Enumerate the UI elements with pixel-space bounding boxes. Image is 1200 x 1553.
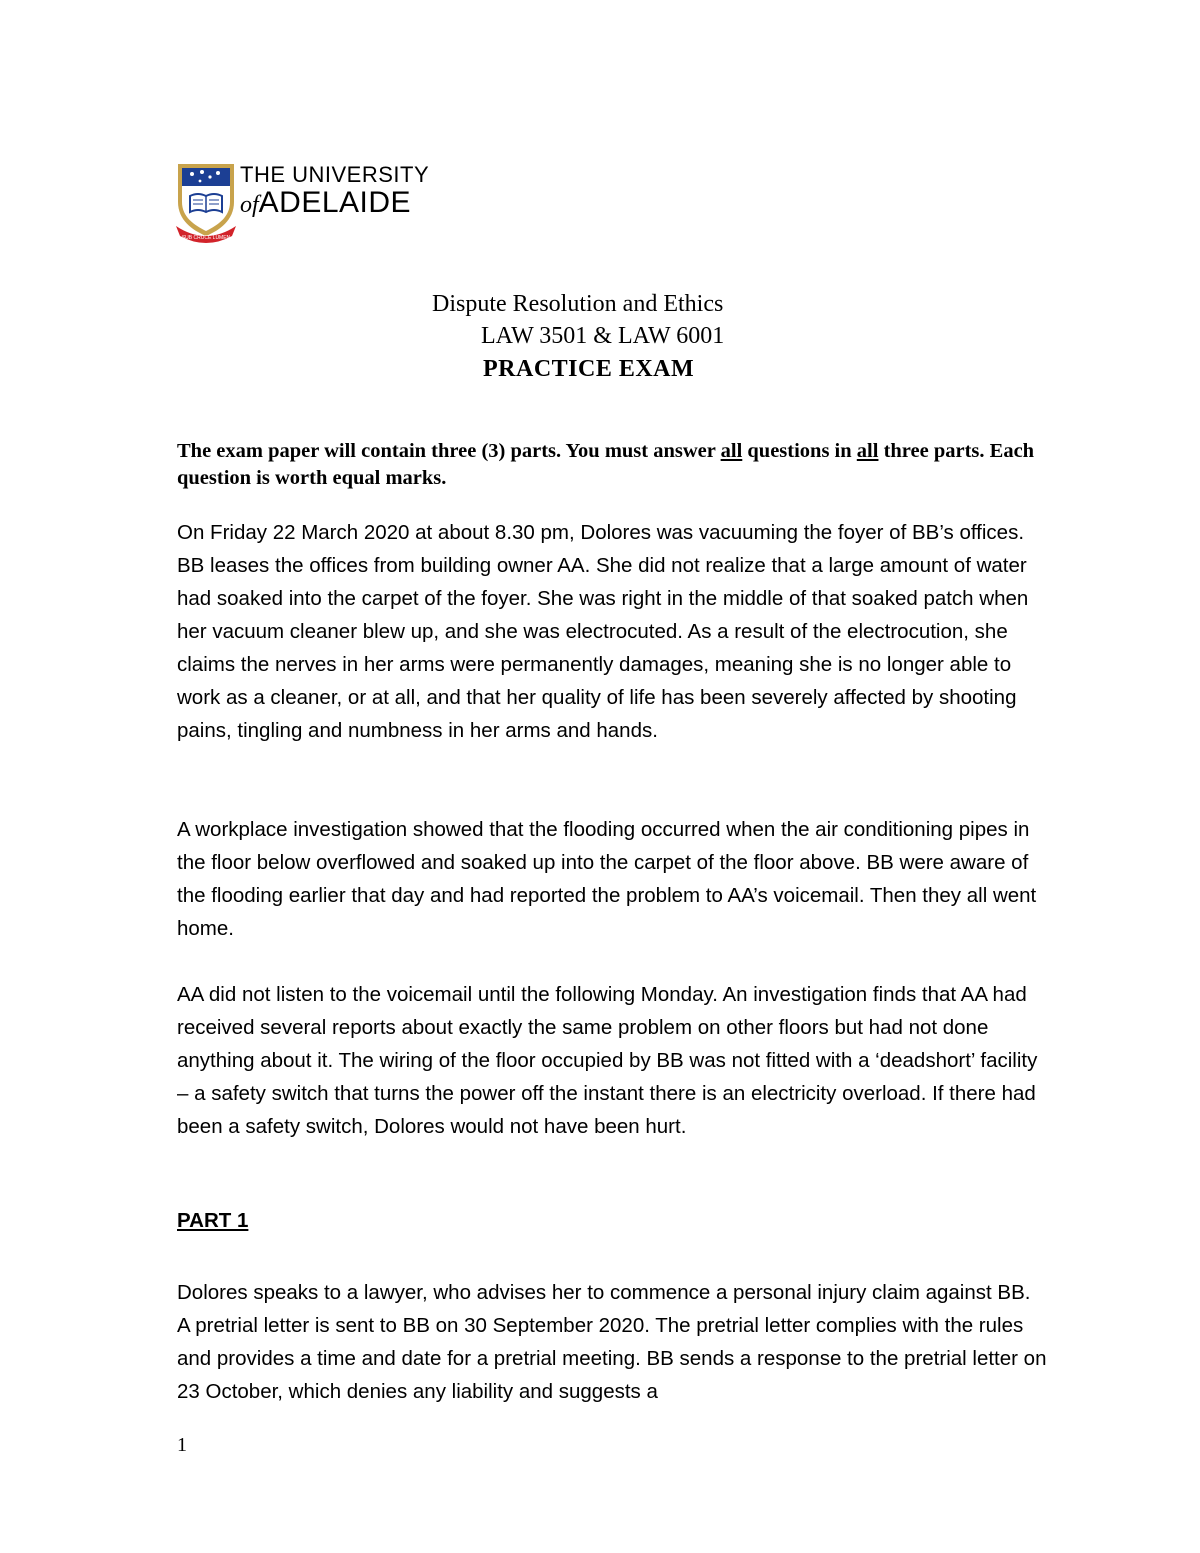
- instructions-text-b: questions in: [742, 440, 857, 462]
- course-title: Dispute Resolution and Ethics: [432, 291, 724, 317]
- part-1-paragraph: Dolores speaks to a lawyer, who advises her to commence a personal injury claim against BB. A pretrial letter is sent to BB on 30 September 2020. The pretrial letter complies with the rules and provides a time and date for a pretrial meeting. BB sends a response to the pretrial letter on 23 October, which denies any liability and suggests a: [177, 1281, 1047, 1403]
- page-number: 1: [177, 1434, 187, 1456]
- exam-instructions: [177, 438, 1037, 492]
- instructions-all-2: all: [856, 440, 879, 462]
- part-1-heading: PART 1: [177, 1209, 249, 1232]
- scenario-paragraph-1: On Friday 22 March 2020 at about 8.30 pm, Dolores was vacuuming the foyer of BB’s offices. BB leases the offices from building owner AA. She did not realize that a large amount of water had soaked into the carpet of the foyer. She was right in the middle of that soaked patch when her vacuum cleaner blew up, and she was electrocuted. As a result of the electrocution, she claims the nerves in her arms were permanently damages, meaning she is no longer able to work as a cleaner, or at all, and that her quality of life has been severely affected by shooting pains, tingling and numbness in her arms and hands.: [177, 521, 1029, 742]
- course-codes: LAW 3501 & LAW 6001: [481, 323, 725, 349]
- scenario-paragraph-3: AA did not listen to the voicemail until the following Monday. An investigation finds that AA had received several reports about exactly the same problem on other floors but had not done anything about it. The wiring of the floor occupied by BB was not fitted with a ‘deadshort’ facility – a safety switch that turns the power off the instant there is an electricity overload. If there had been a safety switch, Dolores would not have been hurt.: [177, 983, 1038, 1138]
- logo-line-university: THE UNIVERSITY: [240, 162, 430, 187]
- scenario-paragraph-2: A workplace investigation showed that the flooding occurred when the air conditioning pipes in the floor below overflowed and soaked up into the carpet of the floor above. BB were aware of the flooding earlier that day and had reported the problem to AA’s voicemail. Then they all went home.: [177, 818, 1037, 940]
- logo-line-adelaide: [240, 186, 411, 220]
- svg-text:SUB CRUCE LUMEN: SUB CRUCE LUMEN: [181, 235, 231, 241]
- instructions-text-a: The exam paper will contain three (3) parts. You must answer: [177, 440, 721, 462]
- university-crest-icon: [176, 162, 236, 244]
- exam-heading: PRACTICE EXAM: [483, 356, 695, 382]
- instructions-all-1: all: [720, 440, 743, 462]
- university-logo: [176, 162, 430, 244]
- instructions-text-c: three parts. Each question is worth equal marks.: [177, 440, 1035, 489]
- logo-adelaide: ADELAIDE: [258, 186, 412, 219]
- logo-of: of: [240, 192, 259, 218]
